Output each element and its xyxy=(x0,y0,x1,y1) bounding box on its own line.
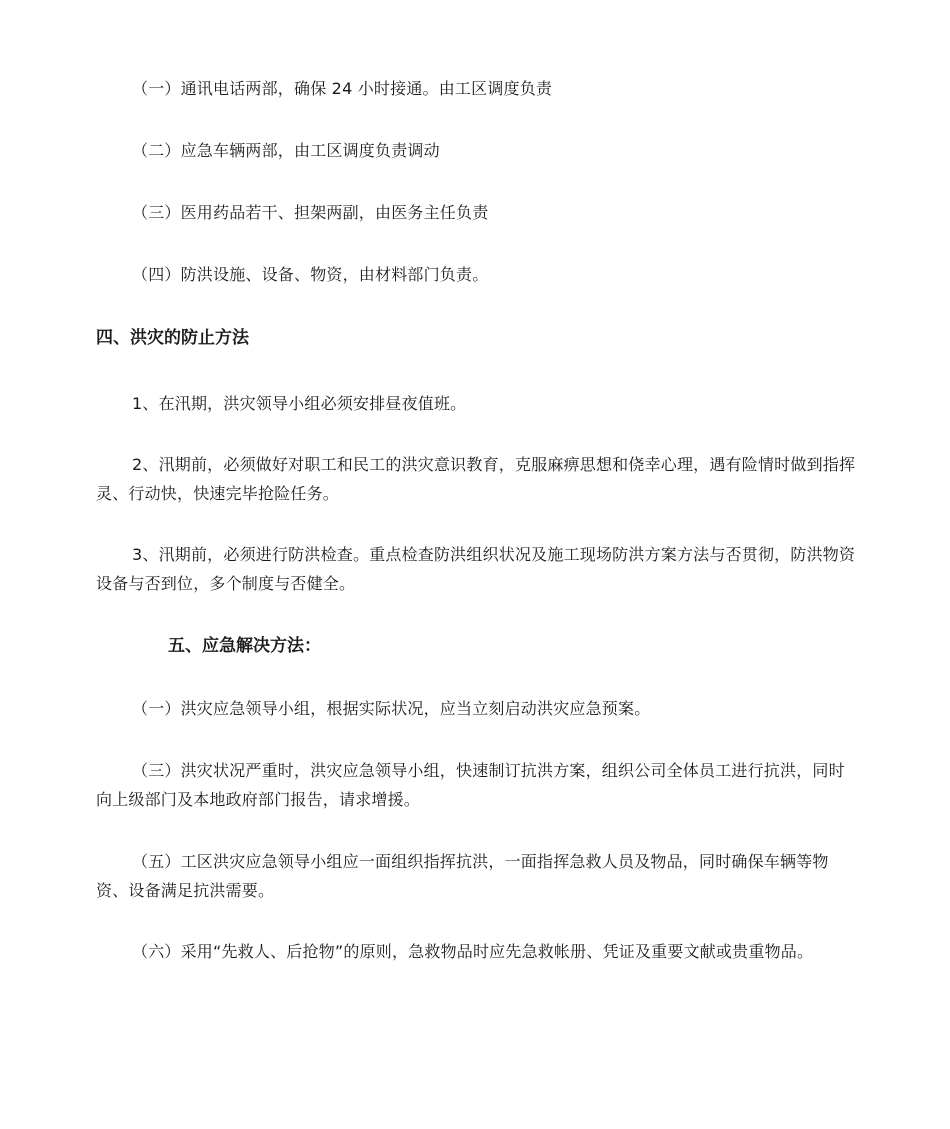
section-4-heading: 四、洪灾的防止方法 xyxy=(96,328,249,348)
resource-item-4: （四）防洪设施、设备、物资，由材料部门负责。 xyxy=(132,265,489,284)
section-5-paragraph-3: （五）工区洪灾应急领导小组应一面组织指挥抗洪，一面指挥急救人员及物品，同时确保车辆等物资、设备满足抗洪需要。 xyxy=(96,852,829,900)
resource-item-1: （一）通讯电话两部，确保 24 小时接通。由工区调度负责 xyxy=(132,79,553,98)
section-5-paragraph-2: （三）洪灾状况严重时，洪灾应急领导小组，快速制订抗洪方案，组织公司全体员工进行抗洪，同时向上级部门及本地政府部门报告，请求增援。 xyxy=(96,761,845,809)
section-5-paragraph-1: （一）洪灾应急领导小组，根据实际状况，应当立刻启动洪灾应急预案。 xyxy=(132,699,651,718)
section-4-paragraph-2: 2、汛期前，必须做好对职工和民工的洪灾意识教育，克服麻痹思想和侥幸心理，遇有险情时做到指挥灵、行动快，快速完毕抢险任务。 xyxy=(96,455,856,503)
section-4-paragraph-1: 1、在汛期，洪灾领导小组必须安排昼夜值班。 xyxy=(132,394,467,413)
resource-item-3: （三）医用药品若干、担架两副，由医务主任负责 xyxy=(132,203,489,222)
section-4-paragraph-3: 3、汛期前，必须进行防洪检查。重点检查防洪组织状况及施工现场防洪方案方法与否贯彻，防洪物资设备与否到位，多个制度与否健全。 xyxy=(96,545,856,593)
resource-item-2: （二）应急车辆两部，由工区调度负责调动 xyxy=(132,141,440,160)
section-5-heading: 五、应急解决方法： xyxy=(168,636,321,656)
section-5-paragraph-4: （六）采用“先救人、后抢物”的原则，急救物品时应先急救帐册、凭证及重要文献或贵重物品。 xyxy=(132,942,814,961)
